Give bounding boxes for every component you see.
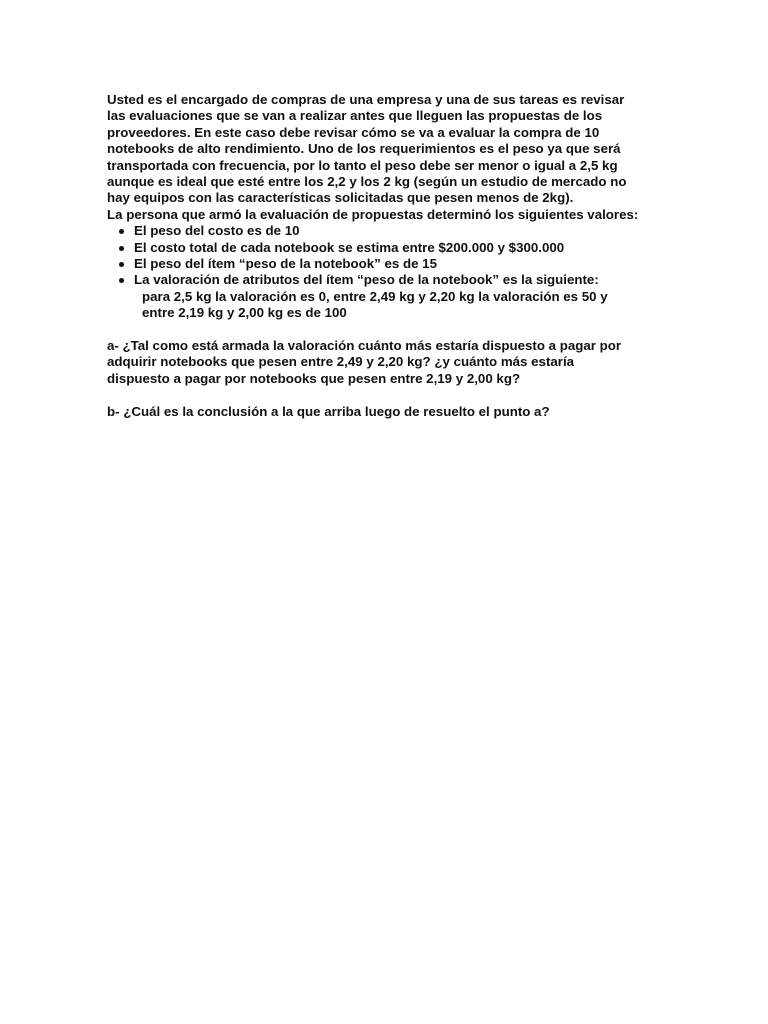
text-line: hay equipos con las características solicitadas que pesen menos de 2kg). — [107, 190, 574, 206]
bullet-text: La valoración de atributos del ítem “peso de la notebook” es la siguiente: — [134, 272, 599, 288]
bullet-item — [134, 272, 667, 321]
bullet-item — [134, 223, 667, 239]
bullet-continuation-line: para 2,5 kg la valoración es 0, entre 2,49 kg y 2,20 kg la valoración es 50 y — [142, 288, 608, 304]
document-page — [107, 92, 667, 420]
text-line: Usted es el encargado de compras de una empresa y una de sus tareas es revisar — [107, 92, 625, 107]
bullet-item — [134, 240, 667, 256]
question-b — [107, 404, 667, 420]
text-line: dispuesto a pagar por notebooks que pesen entre 2,19 y 2,00 kg? — [107, 370, 521, 386]
text-line: las evaluaciones que se van a realizar antes que lleguen las propuestas de los — [107, 108, 603, 124]
text-line: transportada con frecuencia, por lo tanto el peso debe ser menor o igual a 2,5 kg — [107, 157, 618, 173]
values-bullet-list — [107, 223, 667, 321]
text-line: adquirir notebooks que pesen entre 2,49 y 2,20 kg? ¿y cuánto más estaría — [107, 354, 575, 370]
question-a — [107, 338, 667, 387]
bullet-icon — [119, 278, 124, 283]
paragraph-gap — [107, 322, 667, 338]
bullet-text: El peso del costo es de 10 — [134, 223, 300, 239]
text-line: b- ¿Cuál es la conclusión a la que arriba luego de resuelto el punto a? — [107, 403, 550, 419]
intro-paragraph — [107, 92, 667, 223]
text-line: proveedores. En este caso debe revisar cómo se va a evaluar la compra de 10 — [107, 124, 600, 140]
bullet-icon — [119, 246, 124, 251]
text-line: aunque es ideal que esté entre los 2,2 y los 2 kg (según un estudio de mercado no — [107, 174, 627, 190]
paragraph-gap — [107, 387, 667, 403]
bullet-icon — [119, 229, 124, 234]
text-line: a- ¿Tal como está armada la valoración cuánto más estaría dispuesto a pagar por — [107, 338, 622, 354]
bullet-text: El peso del ítem “peso de la notebook” es de 15 — [134, 256, 437, 272]
text-line: La persona que armó la evaluación de propuestas determinó los siguientes valores: — [107, 206, 639, 222]
text-line: notebooks de alto rendimiento. Uno de los requerimientos es el peso ya que será — [107, 141, 621, 157]
bullet-continuation-line: entre 2,19 kg y 2,00 kg es de 100 — [142, 305, 347, 321]
bullet-icon — [119, 262, 124, 267]
bullet-item — [134, 256, 667, 272]
bullet-text: El costo total de cada notebook se estima entre $200.000 y $300.000 — [134, 239, 565, 255]
